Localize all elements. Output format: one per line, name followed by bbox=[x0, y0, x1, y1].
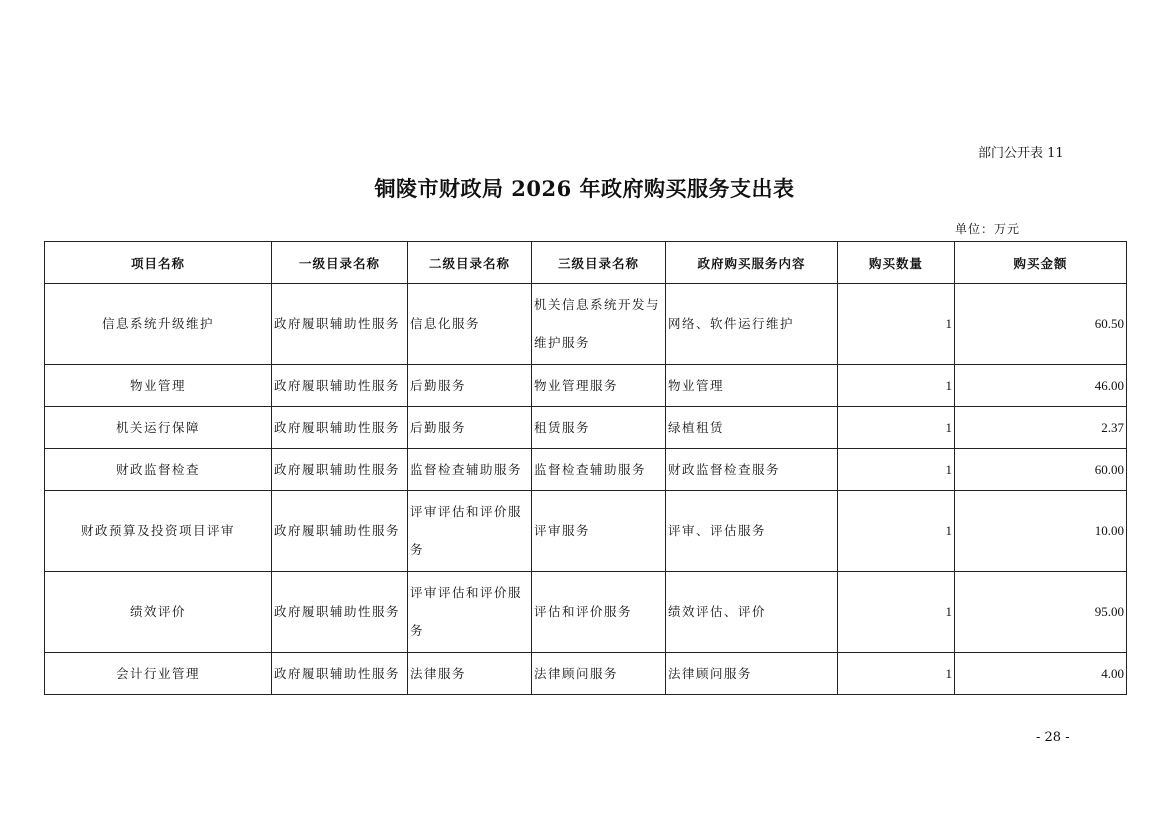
column-header: 政府购买服务内容 bbox=[666, 242, 838, 284]
table-row bbox=[45, 365, 1127, 407]
table-row bbox=[45, 572, 1127, 653]
amount-cell: 60.50 bbox=[955, 284, 1127, 365]
amount-cell: 95.00 bbox=[955, 572, 1127, 653]
table-header-row bbox=[45, 242, 1127, 284]
amount-cell: 2.37 bbox=[955, 407, 1127, 449]
project-name-cell: 财政监督检查 bbox=[45, 449, 272, 491]
unit-label: 单位：万元 bbox=[955, 222, 1021, 236]
level2-cell: 法律服务 bbox=[408, 653, 532, 695]
page-title: 铜陵市财政局 2026 年政府购买服务支出表 bbox=[374, 176, 795, 201]
level3-cell: 租赁服务 bbox=[532, 407, 666, 449]
content-cell: 绩效评估、评价 bbox=[666, 572, 838, 653]
level1-cell: 政府履职辅助性服务 bbox=[272, 572, 408, 653]
level3-cell: 物业管理服务 bbox=[532, 365, 666, 407]
level1-cell: 政府履职辅助性服务 bbox=[272, 653, 408, 695]
level3-cell: 评估和评价服务 bbox=[532, 572, 666, 653]
level1-cell: 政府履职辅助性服务 bbox=[272, 491, 408, 572]
project-name-cell: 物业管理 bbox=[45, 365, 272, 407]
level3-cell: 法律顾问服务 bbox=[532, 653, 666, 695]
level2-cell: 评审评估和评价服务 bbox=[408, 572, 532, 653]
column-header: 项目名称 bbox=[45, 242, 272, 284]
content-cell: 法律顾问服务 bbox=[666, 653, 838, 695]
table-row bbox=[45, 284, 1127, 365]
quantity-cell: 1 bbox=[838, 653, 955, 695]
level2-cell: 信息化服务 bbox=[408, 284, 532, 365]
table-row bbox=[45, 491, 1127, 572]
level2-cell: 监督检查辅助服务 bbox=[408, 449, 532, 491]
content-cell: 绿植租赁 bbox=[666, 407, 838, 449]
amount-cell: 10.00 bbox=[955, 491, 1127, 572]
amount-cell: 4.00 bbox=[955, 653, 1127, 695]
quantity-cell: 1 bbox=[838, 491, 955, 572]
table-row bbox=[45, 653, 1127, 695]
level2-cell: 后勤服务 bbox=[408, 365, 532, 407]
quantity-cell: 1 bbox=[838, 284, 955, 365]
content-cell: 评审、评估服务 bbox=[666, 491, 838, 572]
level2-cell: 后勤服务 bbox=[408, 407, 532, 449]
amount-cell: 60.00 bbox=[955, 449, 1127, 491]
quantity-cell: 1 bbox=[838, 365, 955, 407]
page-number: - 28 - bbox=[1036, 730, 1070, 745]
amount-cell: 46.00 bbox=[955, 365, 1127, 407]
level1-cell: 政府履职辅助性服务 bbox=[272, 407, 408, 449]
level3-cell: 机关信息系统开发与维护服务 bbox=[532, 284, 666, 365]
content-cell: 物业管理 bbox=[666, 365, 838, 407]
column-header: 二级目录名称 bbox=[408, 242, 532, 284]
content-cell: 网络、软件运行维护 bbox=[666, 284, 838, 365]
project-name-cell: 会计行业管理 bbox=[45, 653, 272, 695]
project-name-cell: 机关运行保障 bbox=[45, 407, 272, 449]
column-header: 购买金额 bbox=[955, 242, 1127, 284]
level1-cell: 政府履职辅助性服务 bbox=[272, 284, 408, 365]
column-header: 三级目录名称 bbox=[532, 242, 666, 284]
quantity-cell: 1 bbox=[838, 407, 955, 449]
column-header: 购买数量 bbox=[838, 242, 955, 284]
table-row bbox=[45, 407, 1127, 449]
quantity-cell: 1 bbox=[838, 572, 955, 653]
content-cell: 财政监督检查服务 bbox=[666, 449, 838, 491]
expenditure-table bbox=[44, 241, 1127, 695]
level3-cell: 评审服务 bbox=[532, 491, 666, 572]
quantity-cell: 1 bbox=[838, 449, 955, 491]
project-name-cell: 绩效评价 bbox=[45, 572, 272, 653]
level1-cell: 政府履职辅助性服务 bbox=[272, 449, 408, 491]
level2-cell: 评审评估和评价服务 bbox=[408, 491, 532, 572]
column-header: 一级目录名称 bbox=[272, 242, 408, 284]
table-row bbox=[45, 449, 1127, 491]
project-name-cell: 财政预算及投资项目评审 bbox=[45, 491, 272, 572]
level1-cell: 政府履职辅助性服务 bbox=[272, 365, 408, 407]
level3-cell: 监督检查辅助服务 bbox=[532, 449, 666, 491]
project-name-cell: 信息系统升级维护 bbox=[45, 284, 272, 365]
table-label: 部门公开表 11 bbox=[978, 146, 1064, 161]
